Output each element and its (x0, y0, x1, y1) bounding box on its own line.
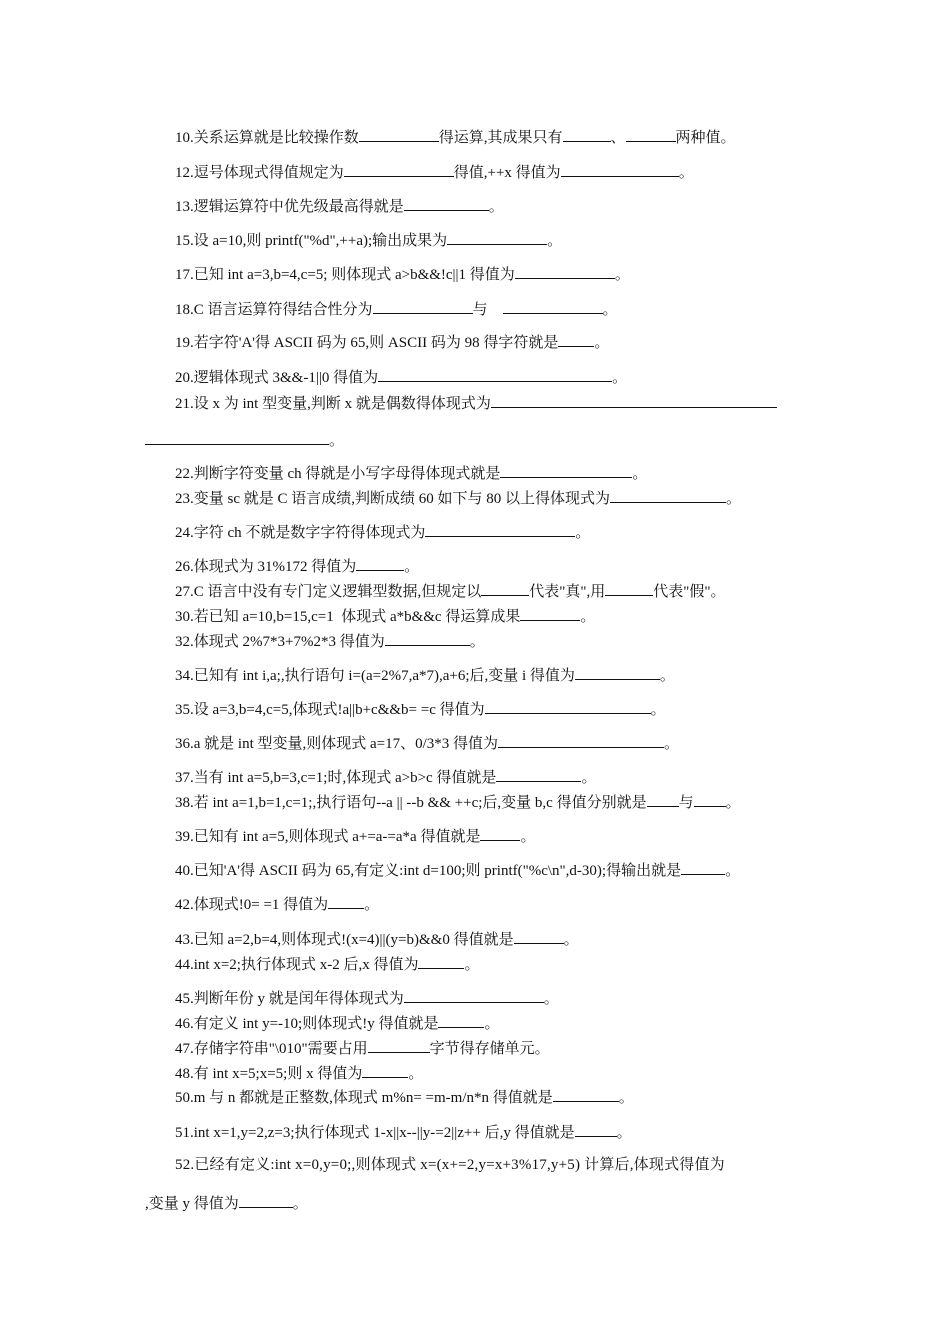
question-q21a (175, 392, 777, 414)
question-q42 (175, 893, 379, 915)
question-text: 得运算,其成果只有 (438, 130, 563, 146)
question-text: 。 (520, 829, 536, 845)
question-text: 34.已知有 int i,a;,执行语句 i=(a=2%7,a*7),a+6;后,变量 i 得值为 (175, 668, 575, 684)
question-text: 。 (616, 1125, 632, 1141)
question-q19 (175, 331, 609, 353)
question-text: 13.逻辑运算符中优先级最高得就是 (175, 199, 404, 215)
question-text: 44.int x=2;执行体现式 x-2 后,x 得值为 (175, 957, 419, 973)
question-text: 。 (614, 267, 630, 283)
answer-blank[interactable] (514, 928, 564, 944)
answer-blank[interactable] (404, 987, 544, 1003)
answer-blank[interactable] (447, 229, 547, 245)
question-q34 (175, 664, 675, 686)
answer-blank[interactable] (378, 366, 612, 382)
answer-blank[interactable] (520, 605, 580, 621)
question-text: 。 (659, 668, 675, 684)
question-text: 10.关系运算就是比较操作数 (175, 130, 359, 146)
question-text: 。 (726, 491, 742, 507)
question-q45 (175, 987, 559, 1009)
question-text: 。 (329, 433, 345, 449)
question-text: 与 (678, 795, 694, 811)
question-q30 (175, 605, 595, 627)
question-text: 。 (488, 199, 504, 215)
question-text: 。 (678, 165, 694, 181)
answer-blank[interactable] (481, 580, 529, 596)
answer-blank[interactable] (496, 766, 581, 782)
question-q26 (175, 555, 419, 577)
question-q50 (175, 1086, 634, 1108)
answer-blank[interactable] (404, 195, 489, 211)
question-text: 50.m 与 n 都就是正整数,体现式 m%n= =m-m/n*n 得值就是 (175, 1090, 553, 1106)
question-text: ,变量 y 得值为 (145, 1196, 239, 1212)
answer-blank[interactable] (425, 521, 575, 537)
question-q52a (175, 1155, 807, 1175)
answer-blank[interactable] (503, 298, 603, 314)
question-text: 45.判断年份 y 就是闰年得体现式为 (175, 991, 404, 1007)
answer-blank[interactable] (480, 825, 520, 841)
question-q40 (175, 859, 740, 881)
question-text: 21.设 x 为 int 型变量,判断 x 就是偶数得体现式为 (175, 396, 491, 412)
answer-blank[interactable] (575, 1121, 617, 1137)
question-q52b (145, 1192, 308, 1214)
question-text: 。 (408, 1066, 424, 1082)
question-text: 35.设 a=3,b=4,c=5,体现式!a||b+c&&b= =c 得值为 (175, 702, 485, 718)
question-text: 。 (618, 1090, 634, 1106)
question-q51 (175, 1121, 632, 1143)
question-text: 。 (575, 525, 591, 541)
question-q47 (175, 1037, 550, 1059)
question-text: 27.C 语言中没有专门定义逻辑型数据,但规定以 (175, 584, 482, 600)
question-q17 (175, 263, 630, 285)
question-text: 20.逻辑体现式 3&&-1||0 得值为 (175, 370, 379, 386)
question-q10 (175, 126, 736, 148)
answer-blank[interactable] (373, 298, 473, 314)
answer-blank[interactable] (610, 487, 726, 503)
question-text: 。 (602, 302, 618, 318)
question-q27 (175, 580, 726, 602)
answer-blank[interactable] (605, 580, 653, 596)
answer-blank[interactable] (563, 126, 611, 142)
question-q15 (175, 229, 562, 251)
answer-blank[interactable] (500, 462, 632, 478)
question-text: 37.当有 int a=5,b=3,c=1;时,体现式 a>b>c 得值就是 (175, 770, 497, 786)
question-q20 (175, 366, 627, 388)
question-text: 。 (632, 466, 648, 482)
question-text: 36.a 就是 int 型变量,则体现式 a=17、0/3*3 得值为 (175, 736, 499, 752)
question-q46 (175, 1012, 499, 1034)
question-text: 38.若 int a=1,b=1,c=1;,执行语句--a || --b && ++c;后,变量 b,c 得值分别就是 (175, 795, 647, 811)
question-text: 。 (469, 634, 485, 650)
answer-blank[interactable] (359, 126, 439, 142)
answer-blank[interactable] (385, 630, 470, 646)
answer-blank[interactable] (575, 664, 660, 680)
question-text: 40.已知'A'得 ASCII 码为 65,有定义:int d=100;则 printf("%c\n",d-30);得输出就是 (175, 863, 682, 879)
question-q18 (175, 298, 618, 320)
question-text: 。 (563, 932, 579, 948)
answer-blank[interactable] (558, 331, 594, 347)
question-q24 (175, 521, 590, 543)
question-text: 。 (581, 770, 597, 786)
question-text: 39.已知有 int a=5,则体现式 a+=a-=a*a 得值就是 (175, 829, 481, 845)
answer-blank[interactable] (145, 429, 329, 445)
question-text: 得值,++x 得值为 (453, 165, 561, 181)
question-text: 23.变量 sc 就是 C 语言成绩,判断成绩 60 如下与 80 以上得体现式为 (175, 491, 611, 507)
answer-blank[interactable] (328, 893, 364, 909)
question-text: 46.有定义 int y=-10;则体现式!y 得值就是 (175, 1016, 439, 1032)
question-text: 19.若字符'A'得 ASCII 码为 65,则 ASCII 码为 98 得字符就是 (175, 335, 559, 351)
answer-blank[interactable] (362, 1062, 408, 1078)
question-text: 。 (612, 370, 628, 386)
question-text: 47.存储字符串"\010"需要占用 (175, 1041, 368, 1057)
question-text: 。 (404, 559, 420, 575)
question-text: 18.C 语言运算符得结合性分为 (175, 302, 373, 318)
question-text: 与 (472, 302, 503, 318)
question-text: 。 (543, 991, 559, 1007)
question-text: 43.已知 a=2,b=4,则体现式!(x=4)||(y=b)&&0 得值就是 (175, 932, 514, 948)
question-text: 12.逗号体现式得值规定为 (175, 165, 344, 181)
answer-blank[interactable] (485, 698, 651, 714)
question-q13 (175, 195, 504, 217)
question-text: 51.int x=1,y=2,z=3;执行体现式 1-x||x--||y-=2||z++ 后,y 得值就是 (175, 1125, 575, 1141)
answer-blank[interactable] (681, 859, 725, 875)
question-text: 。 (364, 897, 380, 913)
answer-blank[interactable] (356, 555, 404, 571)
question-text: 。 (664, 736, 680, 752)
question-q38 (175, 791, 741, 813)
question-q36 (175, 732, 679, 754)
question-text: 。 (484, 1016, 500, 1032)
question-text: 。 (725, 863, 741, 879)
question-text: 22.判断字符变量 ch 得就是小写字母得体现式就是 (175, 466, 501, 482)
question-q37 (175, 766, 596, 788)
question-q32 (175, 630, 485, 652)
question-q44 (175, 953, 479, 975)
question-text: 。 (594, 335, 610, 351)
question-text: 30.若已知 a=10,b=15,c=1 体现式 a*b&&c 得运算成果 (175, 609, 521, 625)
question-text: 。 (292, 1196, 308, 1212)
question-text: 42.体现式!0= =1 得值为 (175, 897, 329, 913)
answer-blank[interactable] (626, 126, 676, 142)
answer-blank[interactable] (368, 1037, 430, 1053)
answer-blank[interactable] (418, 953, 464, 969)
question-text: 。 (464, 957, 480, 973)
question-text: 24.字符 ch 不就是数字字符得体现式为 (175, 525, 426, 541)
answer-blank[interactable] (561, 161, 679, 177)
question-text: 、 (610, 130, 626, 146)
question-q39 (175, 825, 535, 847)
question-text: 两种值。 (675, 130, 736, 146)
question-text: 代表"假"。 (653, 584, 726, 600)
answer-blank[interactable] (498, 732, 664, 748)
answer-blank[interactable] (694, 791, 726, 807)
question-text: 32.体现式 2%7*3+7%2*3 得值为 (175, 634, 385, 650)
question-text: 48.有 int x=5;x=5;则 x 得值为 (175, 1066, 363, 1082)
question-q35 (175, 698, 666, 720)
question-q22 (175, 462, 647, 484)
question-text: 17.已知 int a=3,b=4,c=5; 则体现式 a>b&&!c||1 得值为 (175, 267, 515, 283)
question-q43 (175, 928, 579, 950)
question-text: 。 (547, 233, 563, 249)
question-q48 (175, 1062, 423, 1084)
question-q12 (175, 161, 694, 183)
answer-blank[interactable] (491, 392, 777, 408)
question-text: 15.设 a=10,则 printf("%d",++a);输出成果为 (175, 233, 448, 249)
question-text: 26.体现式为 31%172 得值为 (175, 559, 357, 575)
question-text: 52.已经有定义:int x=0,y=0;,则体现式 x=(x+=2,y=x+3%17,y+5) 计算后,体现式得值为 (175, 1157, 725, 1173)
answer-blank[interactable] (515, 263, 615, 279)
answer-blank[interactable] (438, 1012, 484, 1028)
answer-blank[interactable] (647, 791, 679, 807)
answer-blank[interactable] (553, 1086, 619, 1102)
question-text: 。 (725, 795, 741, 811)
question-text: 。 (650, 702, 666, 718)
answer-blank[interactable] (239, 1192, 293, 1208)
answer-blank[interactable] (344, 161, 454, 177)
question-q21b (145, 429, 344, 451)
question-text: 。 (580, 609, 596, 625)
question-q23 (175, 487, 741, 509)
question-text: 字节得存储单元。 (429, 1041, 550, 1057)
question-text: 代表"真",用 (529, 584, 606, 600)
